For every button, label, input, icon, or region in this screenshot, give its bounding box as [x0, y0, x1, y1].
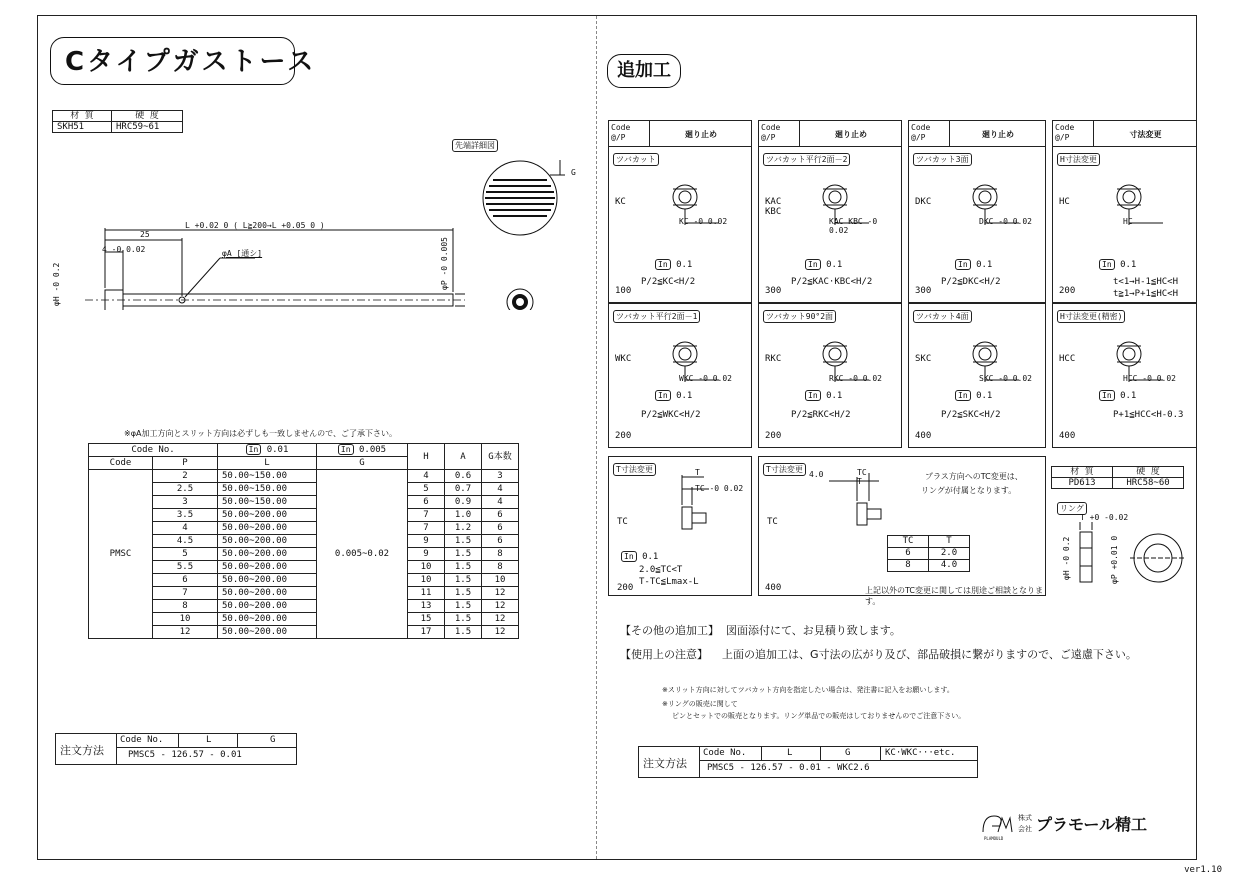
right-title: 追加工	[607, 54, 681, 88]
process-cell	[608, 303, 752, 448]
p-cell: 2.5	[153, 483, 218, 496]
code-sub: @/P	[1055, 133, 1070, 142]
l-cell: 50.00~200.00	[218, 509, 317, 522]
tc2-t-cell: 2.0	[929, 548, 970, 560]
col-code-no: Code No.	[89, 444, 218, 457]
cell-name: 廻り止め	[835, 130, 867, 139]
g-count-cell: 8	[482, 561, 519, 574]
g-tol-value: 0.005	[358, 445, 387, 455]
cell-drawing	[649, 324, 749, 394]
table-row	[89, 483, 519, 496]
col-h: H	[408, 444, 445, 470]
other-text: 図面添付にて、お見積り致します。	[726, 624, 901, 637]
cell-code: SKC	[915, 354, 932, 364]
tc1-drawing	[664, 467, 744, 537]
h-cell: 15	[408, 613, 445, 626]
order-right-h1: Code No.	[703, 748, 747, 758]
version-label: ver1.10	[1184, 865, 1222, 875]
p-cell: 4	[153, 522, 218, 535]
cell-drawing	[949, 324, 1049, 394]
cell-tol: 0.1	[826, 391, 843, 401]
cell-code: HCC	[1059, 354, 1076, 364]
cell-price: 200	[615, 431, 632, 441]
tc-cell-2	[758, 456, 1046, 606]
material-header: 材 質	[53, 111, 112, 122]
process-cell	[758, 120, 902, 303]
code-cell: PMSC	[89, 470, 153, 639]
a-cell: 1.5	[445, 548, 482, 561]
g-count-cell: 4	[482, 483, 519, 496]
p-cell: 12	[153, 626, 218, 639]
g-count-cell: 10	[482, 574, 519, 587]
h-cell: 4	[408, 470, 445, 483]
ring-drawing	[1060, 518, 1200, 598]
tc1-t: T	[695, 468, 700, 477]
cell-in-badge: In	[1099, 390, 1115, 401]
l-cell: 50.00~200.00	[218, 587, 317, 600]
p-cell: 3.5	[153, 509, 218, 522]
l-cell: 50.00~200.00	[218, 600, 317, 613]
cell-tag: ツバカット90°2面	[763, 310, 836, 323]
cell-header	[1053, 121, 1196, 147]
code-head: Code	[1055, 123, 1075, 132]
ring-material-header: 材 質	[1052, 467, 1113, 478]
cell-in-badge: In	[955, 390, 971, 401]
d4-dimension: 4 -0 0.02	[102, 245, 146, 254]
tc2-t-cell: 4.0	[929, 560, 970, 572]
table-row	[89, 496, 519, 509]
cell-in-badge: In	[655, 390, 671, 401]
tol-in-badge: In	[246, 444, 262, 455]
phi-a-dimension: φA [通シ]	[222, 249, 263, 258]
cell-in-badge: In	[805, 390, 821, 401]
cell-in-badge: In	[1099, 259, 1115, 270]
g-dimension: G	[571, 168, 576, 177]
material-value: SKH51	[53, 122, 112, 133]
tc2-d40: 4.0	[809, 470, 824, 479]
h-cell: 10	[408, 561, 445, 574]
company-kaisha: 会社	[1018, 825, 1032, 833]
a-cell: 1.0	[445, 509, 482, 522]
col-l-tol	[218, 444, 317, 457]
order-right-h2: L	[787, 748, 793, 758]
cell-tol: 0.1	[676, 391, 693, 401]
cell-tag: ツバカット平行2面－1	[613, 310, 700, 323]
ring-tag: リング	[1057, 502, 1087, 515]
cell-code: KAC KBC	[765, 197, 782, 217]
tc2-note2: リングが付属となります。	[921, 486, 1017, 495]
cell-price: 100	[615, 286, 632, 296]
other-process	[620, 622, 901, 638]
ring-phi-p: φP +0.01 0	[1110, 535, 1119, 584]
cell-price: 200	[1059, 286, 1076, 296]
note-ring-detail: ピンとセットでの販売となります。リング単品での販売はしておりませんのでご注意下さい。	[672, 712, 966, 720]
col-p: P	[153, 457, 218, 470]
tc2-table	[887, 535, 970, 572]
g-count-cell: 12	[482, 613, 519, 626]
tc2-row	[888, 560, 970, 572]
h-cell: 9	[408, 548, 445, 561]
l-cell: 50.00~200.00	[218, 574, 317, 587]
cell-tag: ツバカット4面	[913, 310, 972, 323]
process-cell	[1052, 303, 1197, 448]
a-cell: 1.5	[445, 561, 482, 574]
note-ring: ※リングの販売に関して	[662, 700, 738, 708]
table-row	[89, 509, 519, 522]
l-dimension: L +0.02 0 ( L≧200→L +0.05 0 )	[185, 221, 325, 230]
table-row	[89, 548, 519, 561]
ring-hardness-header: 硬 度	[1113, 467, 1184, 478]
table-row	[89, 587, 519, 600]
cell-tol: 0.1	[1120, 260, 1137, 270]
cell-price: 300	[915, 286, 932, 296]
phi-p-dimension: φP -0 0.005	[440, 237, 449, 290]
l-cell: 50.00~200.00	[218, 548, 317, 561]
tc2-code: TC	[767, 517, 778, 527]
table-row	[89, 574, 519, 587]
caution-label: 【使用上の注意】	[620, 648, 708, 661]
p-cell: 2	[153, 470, 218, 483]
cell-header	[759, 121, 901, 147]
spec-table	[88, 443, 519, 639]
table-row	[89, 613, 519, 626]
cell-header	[909, 121, 1045, 147]
p-cell: 6	[153, 574, 218, 587]
cell-tol: 0.1	[826, 260, 843, 270]
order-box-right	[638, 746, 978, 778]
g-count-cell: 4	[482, 496, 519, 509]
note-slit: ※スリット方向に対してツバカット方向を指定したい場合は、発注書に記入をお願いします。	[662, 686, 954, 694]
tc1-dim: TC -0 0.02	[695, 484, 744, 493]
order-h2: L	[206, 735, 212, 745]
ring-material-table	[1051, 466, 1184, 489]
g-cell: 0.005~0.02	[317, 470, 408, 639]
table-row	[89, 535, 519, 548]
l-cell: 50.00~200.00	[218, 613, 317, 626]
cell-name: 廻り止め	[982, 130, 1014, 139]
caution-text: 上面の追加工は、G寸法の広がり及び、部品破損に繋がりますので、ご遠慮下さい。	[722, 648, 1137, 661]
col-g-count: G本数	[482, 444, 519, 470]
tc-cell-1	[608, 456, 752, 596]
page-divider	[596, 16, 597, 859]
cell-dim: KAC KBC -0 0.02	[829, 217, 878, 235]
tc2-tag: T寸法変更	[763, 463, 806, 476]
a-cell: 0.7	[445, 483, 482, 496]
cell-formula: P/2≦KC<H/2	[641, 277, 696, 287]
order-right-h3: G	[845, 748, 851, 758]
tc1-f1: 2.0≦TC<T	[639, 565, 683, 575]
cell-in-badge: In	[655, 259, 671, 270]
company-kabu: 株式	[1018, 814, 1032, 822]
process-cell	[908, 120, 1046, 303]
table-row	[89, 522, 519, 535]
pin-drawing	[45, 150, 565, 310]
cell-price: 400	[1059, 431, 1076, 441]
cell-price: 400	[915, 431, 932, 441]
code-sub: @/P	[911, 133, 926, 142]
left-title: Cタイプガストース	[50, 37, 295, 85]
table-row	[89, 626, 519, 639]
tc1-code: TC	[617, 517, 628, 527]
cell-tag: ツバカット3面	[913, 153, 972, 166]
col-l: L	[218, 457, 317, 470]
a-cell: 0.6	[445, 470, 482, 483]
tc2-th-tc: TC	[888, 536, 929, 548]
cell-tol: 0.1	[976, 391, 993, 401]
l-cell: 50.00~200.00	[218, 522, 317, 535]
g-count-cell: 6	[482, 522, 519, 535]
h-cell: 10	[408, 574, 445, 587]
cell-code: HC	[1059, 197, 1070, 207]
h-cell: 7	[408, 522, 445, 535]
l-cell: 50.00~150.00	[218, 496, 317, 509]
cell-price: 200	[765, 431, 782, 441]
cell-drawing	[799, 324, 899, 394]
order-label: 注文方法	[60, 744, 104, 757]
tc1-in: In	[621, 551, 637, 562]
caution	[620, 646, 1137, 662]
code-head: Code	[761, 123, 781, 132]
cell-drawing	[1093, 167, 1193, 237]
cell-dim: RKC -0 0.02	[829, 374, 882, 383]
cell-tag: ツバカット	[613, 153, 659, 166]
a-cell: 0.9	[445, 496, 482, 509]
hardness-value: HRC59~61	[112, 122, 183, 133]
cell-price: 300	[765, 286, 782, 296]
cell-code: DKC	[915, 197, 932, 207]
d25-dimension: 25	[140, 230, 150, 239]
cell-dim: WKC -0 0.02	[679, 374, 732, 383]
cell-tag: ツバカット平行2面－2	[763, 153, 850, 166]
a-cell: 1.2	[445, 522, 482, 535]
a-cell: 1.5	[445, 626, 482, 639]
order-box-left	[55, 733, 297, 765]
g-count-cell: 12	[482, 600, 519, 613]
cell-in-badge: In	[805, 259, 821, 270]
tc2-row	[888, 548, 970, 560]
order-right-h4: KC·WKC···etc.	[885, 748, 956, 758]
h-cell: 13	[408, 600, 445, 613]
order-example: PMSC5 - 126.57 - 0.01	[128, 750, 242, 760]
cell-dim: KC -0 0.02	[679, 217, 728, 226]
cell-formula2: t≧1→P+1≦HC<H	[1113, 289, 1179, 299]
company-logo-icon	[980, 812, 1014, 838]
h-cell: 7	[408, 509, 445, 522]
p-cell: 10	[153, 613, 218, 626]
p-cell: 4.5	[153, 535, 218, 548]
process-cell	[758, 303, 902, 448]
g-count-cell: 3	[482, 470, 519, 483]
cell-code: WKC	[615, 354, 632, 364]
cell-tol: 0.1	[976, 260, 993, 270]
phi-a-note: ※φA加工方向とスリット方向は必ずしも一致しませんので、ご了承下さい。	[124, 429, 397, 438]
tc1-tol: 0.1	[642, 552, 659, 562]
company-name: プラモール精工	[1036, 815, 1148, 834]
g-count-cell: 8	[482, 548, 519, 561]
order-h1: Code No.	[120, 735, 164, 745]
tc2-th-t: T	[929, 536, 970, 548]
p-cell: 8	[153, 600, 218, 613]
tc2-tc-label: TC	[857, 468, 867, 477]
p-cell: 7	[153, 587, 218, 600]
table-row	[89, 600, 519, 613]
material-table	[52, 110, 183, 133]
l-tol-value: 0.01	[266, 445, 289, 455]
tc2-tc-cell: 6	[888, 548, 929, 560]
tc2-note1: プラス方向へのTC変更は、	[925, 472, 1023, 481]
cell-formula: P/2≦WKC<H/2	[641, 410, 701, 420]
l-cell: 50.00~150.00	[218, 483, 317, 496]
cell-tol: 0.1	[676, 260, 693, 270]
cell-drawing	[949, 167, 1049, 237]
cell-dim: HCC -0 0.02	[1123, 374, 1176, 383]
order-right-example: PMSC5 - 126.57 - 0.01 - WKC2.6	[707, 763, 870, 773]
ring-material-value: PD613	[1052, 478, 1113, 489]
cell-name: 廻り止め	[685, 130, 717, 139]
tip-detail-label: 先端詳細図	[452, 139, 498, 152]
h-cell: 17	[408, 626, 445, 639]
cell-code: RKC	[765, 354, 782, 364]
cell-code: KC	[615, 197, 626, 207]
cell-tag: H寸法変更(精密)	[1057, 310, 1125, 323]
ring-t: T +0 -0.02	[1080, 513, 1129, 522]
code-head: Code	[911, 123, 931, 132]
table-row	[89, 470, 519, 483]
tc2-price: 400	[765, 583, 782, 593]
h-cell: 5	[408, 483, 445, 496]
other-label: 【その他の追加工】	[620, 624, 719, 637]
a-cell: 1.5	[445, 587, 482, 600]
g-count-cell: 6	[482, 535, 519, 548]
a-cell: 1.5	[445, 535, 482, 548]
tc2-footer: 上記以外のTC変更に関しては別途ご相談となります。	[865, 586, 1044, 606]
cell-name: 寸法変更	[1129, 130, 1162, 139]
col-code: Code	[89, 457, 153, 470]
l-cell: 50.00~200.00	[218, 535, 317, 548]
cell-dim: HC	[1123, 217, 1133, 226]
process-cell	[608, 120, 752, 303]
col-g: G	[317, 457, 408, 470]
cell-formula: P/2≦KAC·KBC<H/2	[791, 277, 873, 287]
cell-tol: 0.1	[1120, 391, 1137, 401]
col-g-tol	[317, 444, 408, 457]
cell-formula: P/2≦DKC<H/2	[941, 277, 1001, 287]
h-cell: 6	[408, 496, 445, 509]
h-cell: 9	[408, 535, 445, 548]
code-sub: @/P	[761, 133, 776, 142]
process-cell	[908, 303, 1046, 448]
l-cell: 50.00~200.00	[218, 561, 317, 574]
a-cell: 1.5	[445, 613, 482, 626]
p-cell: 5.5	[153, 561, 218, 574]
ring-phi-h: φH -0 0.2	[1062, 536, 1071, 580]
code-sub: @/P	[611, 133, 626, 142]
l-cell: 50.00~200.00	[218, 626, 317, 639]
phi-h-dimension: φH -0 0.2	[52, 262, 61, 306]
a-cell: 1.5	[445, 600, 482, 613]
logo-text: PLAMOULD	[984, 836, 1004, 841]
tol-in-badge: In	[338, 444, 354, 455]
cell-formula: P/2≦RKC<H/2	[791, 410, 851, 420]
p-cell: 5	[153, 548, 218, 561]
cell-drawing	[1093, 324, 1193, 394]
cell-in-badge: In	[955, 259, 971, 270]
cell-header	[609, 121, 751, 147]
cell-formula: t<1→H-1≦HC<H	[1113, 277, 1179, 287]
order-label-right: 注文方法	[643, 757, 687, 770]
cell-formula: P+1≦HCC<H-0.3	[1113, 410, 1184, 420]
col-a: A	[445, 444, 482, 470]
table-row	[89, 561, 519, 574]
g-count-cell: 6	[482, 509, 519, 522]
p-cell: 3	[153, 496, 218, 509]
h-cell: 11	[408, 587, 445, 600]
order-h3: G	[270, 735, 276, 745]
tc1-f2: T-TC≦Lmax-L	[639, 577, 699, 587]
cell-tag: H寸法変更	[1057, 153, 1100, 166]
code-head: Code	[611, 123, 631, 132]
process-cell	[1052, 120, 1197, 303]
cell-formula: P/2≦SKC<H/2	[941, 410, 1001, 420]
tc2-tc-cell: 8	[888, 560, 929, 572]
cell-dim: DKC -0 0.02	[979, 217, 1032, 226]
g-count-cell: 12	[482, 587, 519, 600]
tc1-price: 200	[617, 583, 634, 593]
g-count-cell: 12	[482, 626, 519, 639]
tc1-tag: T寸法変更	[613, 463, 656, 476]
tc2-t: T	[857, 477, 862, 486]
cell-drawing	[649, 167, 749, 237]
l-cell: 50.00~150.00	[218, 470, 317, 483]
cell-dim: SKC -0 0.02	[979, 374, 1032, 383]
a-cell: 1.5	[445, 574, 482, 587]
hardness-header: 硬 度	[112, 111, 183, 122]
ring-hardness-value: HRC58~60	[1113, 478, 1184, 489]
